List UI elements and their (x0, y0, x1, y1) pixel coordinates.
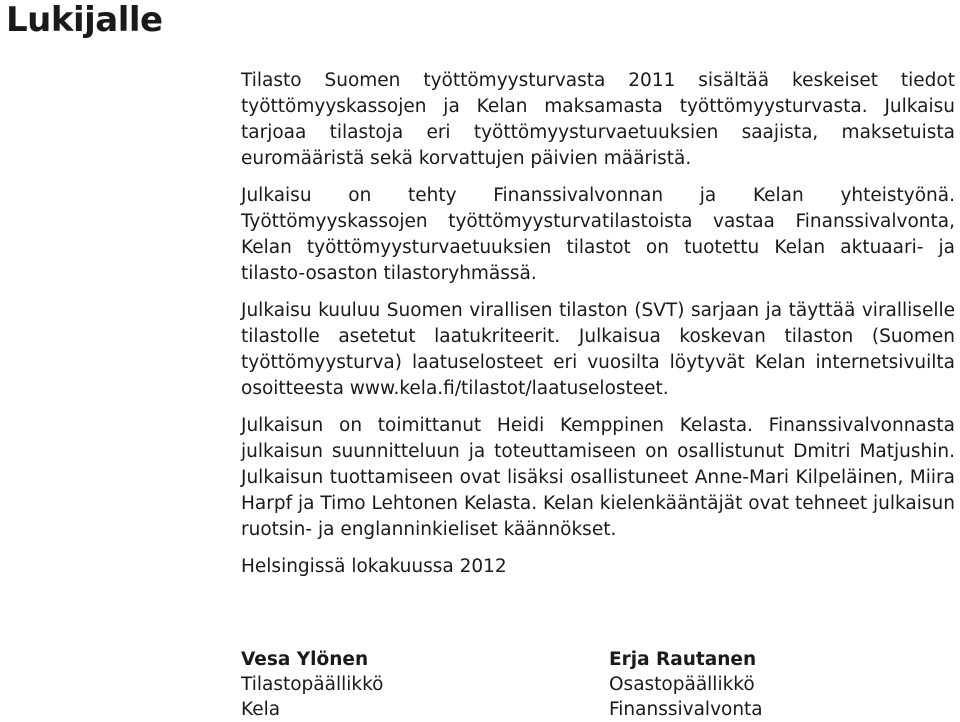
signer-organization: Finanssivalvonta (609, 699, 763, 720)
paragraph-4: Julkaisun on toimittanut Heidi Kemppinen Kelasta. Finanssivalvonnasta julkaisun suunnitteluun ja toteuttamiseen on osallistunut Dmitri Matjushin. Julkaisun tuottamiseen ovat lisäksi osallistuneet Anne-Mari Kilpeläinen, Miira Harpf ja Timo Lehtonen Kelasta. Kelan kielenkääntäjät ovat tehneet julkaisun ruotsin- ja englanninkieliset käännökset. (241, 415, 955, 540)
paragraph-3: Julkaisu kuuluu Suomen virallisen tilaston (SVT) sarjaan ja täyttää viralliselle tilastolle asetetut laatukriteerit. Julkaisua koskevan tilaston (Suomen työttömyysturva) laatuselosteet eri vuosilta löytyvät Kelan internetsivuilta osoitteesta www.kela.fi/tilastot/laatuselosteet. (241, 300, 955, 399)
signer-name: Vesa Ylönen (241, 649, 369, 670)
signer-name: Erja Rautanen (609, 649, 757, 670)
paragraph-2: Julkaisu on tehty Finanssivalvonnan ja Kelan yhteistyönä. Työttömyyskassojen työttömyysturvatilastoista vastaa Finanssivalvonta, Kelan työttömyysturvaetuuksien tilastot on tuotettu Kelan aktuaari- ja tilasto-osaston tilastoryhmässä. (241, 185, 955, 284)
signature-left (241, 647, 383, 722)
paragraph-1: Tilasto Suomen työttömyysturvasta 2011 sisältää keskeiset tiedot työttömyyskassojen ja Kelan maksamasta työttömyysturvasta. Julkaisu tarjoaa tilastoja eri työttömyysturvaetuuksien saajista, maksetuista euromääristä sekä korvattujen päivien määristä. (241, 70, 955, 169)
place-date: Helsingissä lokakuussa 2012 (241, 556, 507, 577)
signatures (241, 647, 955, 721)
signer-role: Osastopäällikkö (609, 674, 755, 695)
signer-role: Tilastopäällikkö (241, 674, 384, 695)
body-text (241, 68, 955, 580)
page-title: Lukijalle (6, 0, 163, 40)
signature-right (609, 647, 763, 722)
signer-organization: Kela (241, 699, 281, 720)
